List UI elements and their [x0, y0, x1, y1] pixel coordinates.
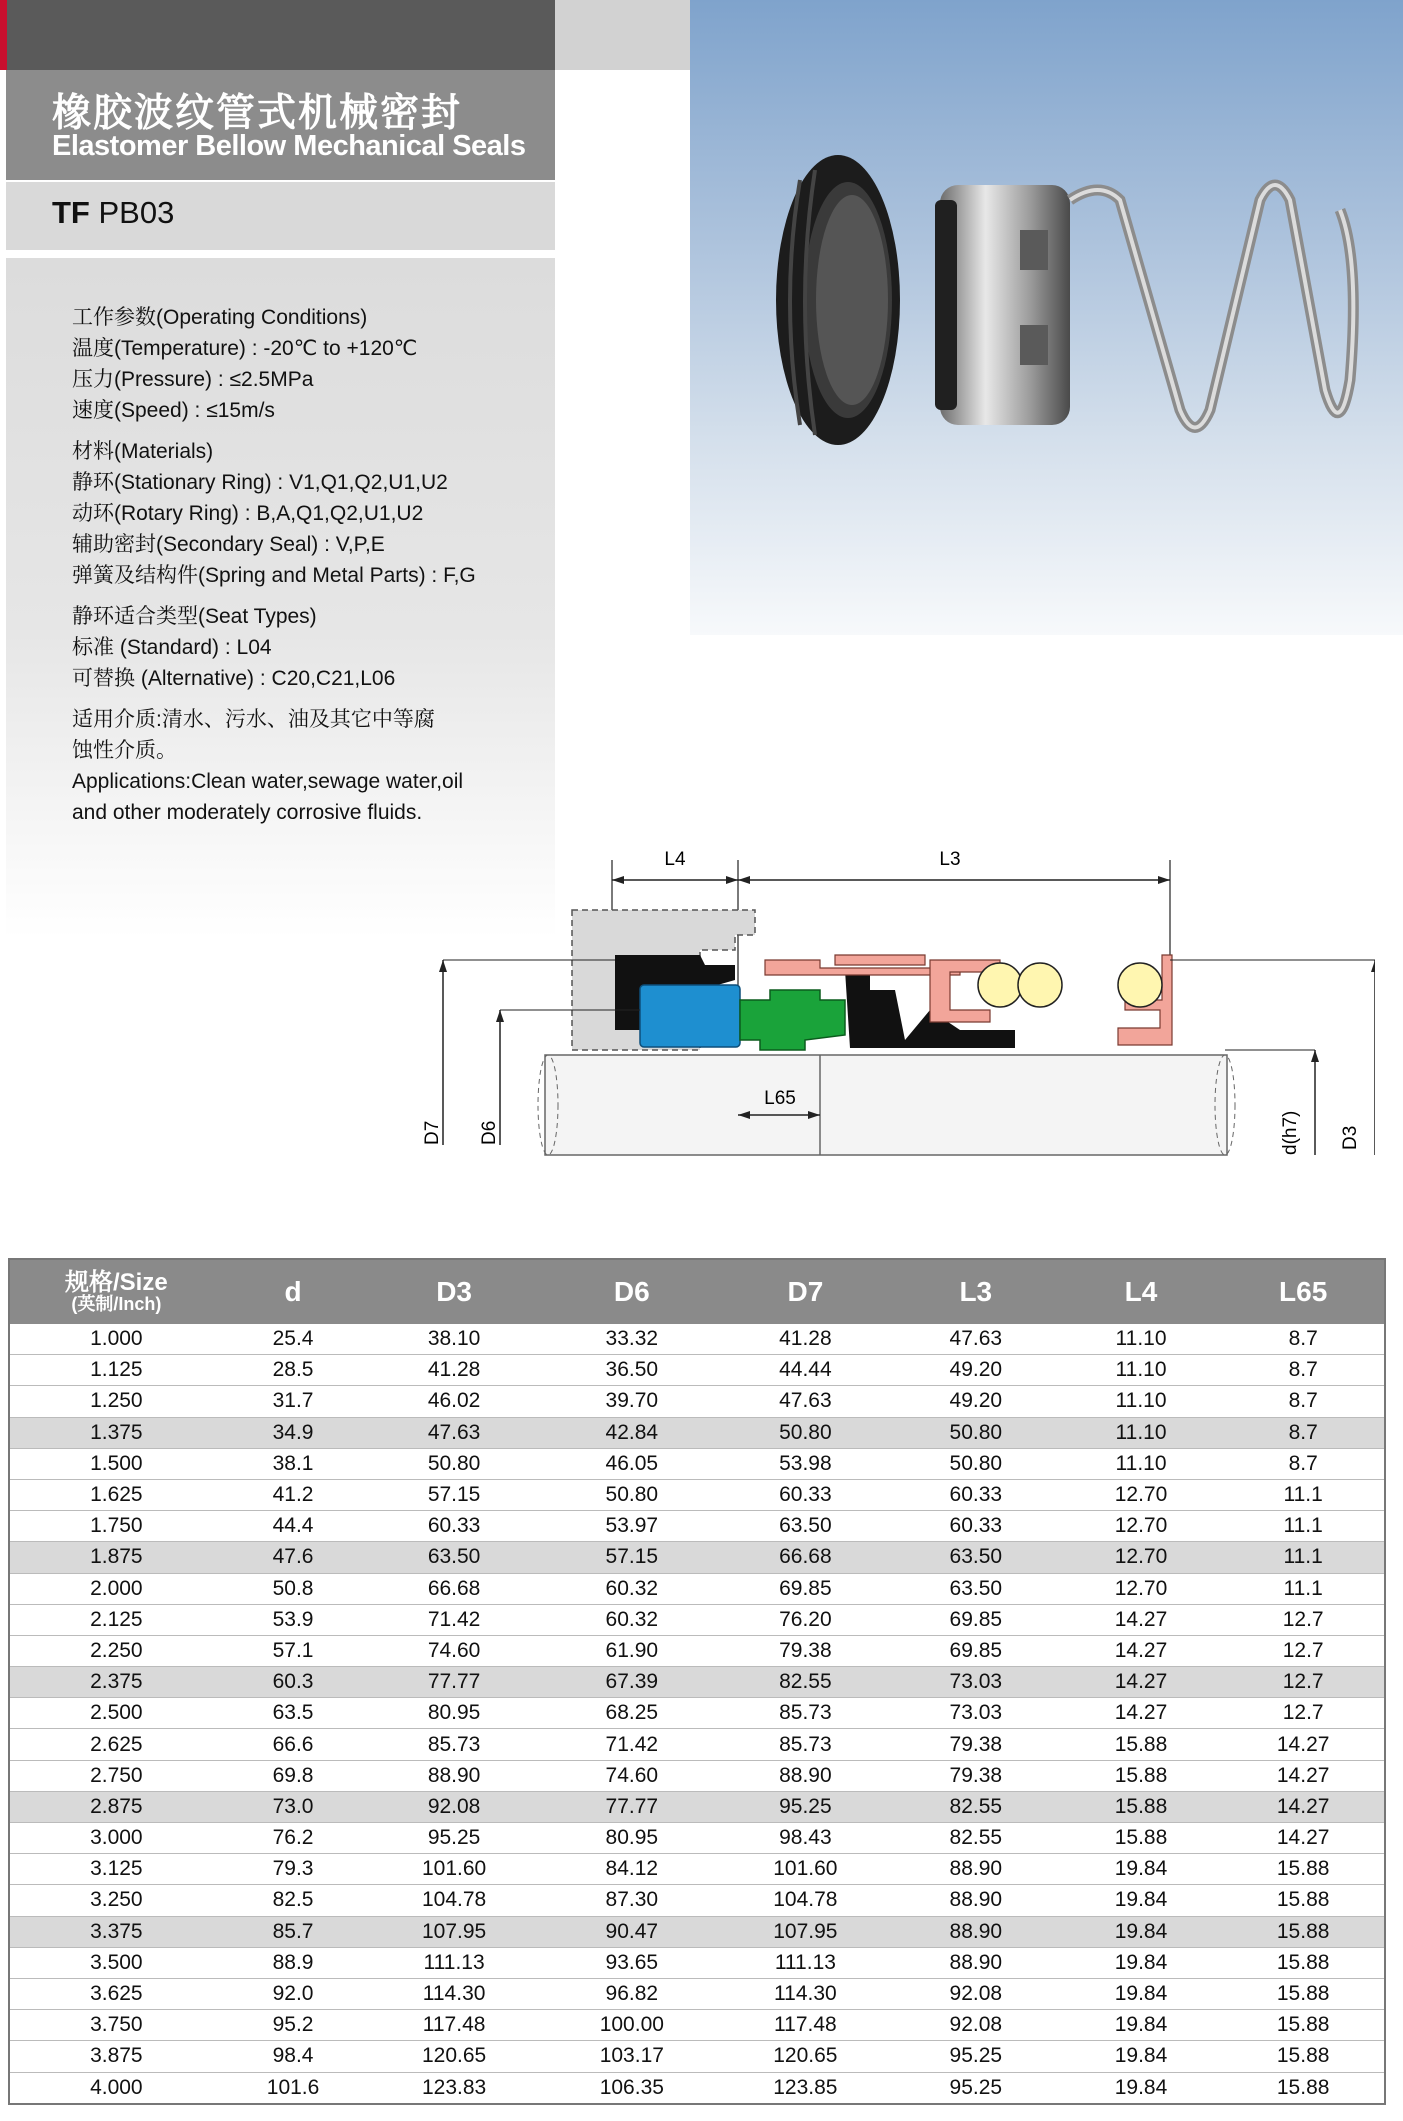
table-cell: 15.88 [1060, 1791, 1223, 1822]
table-cell: 11.1 [1222, 1511, 1385, 1542]
table-cell: 88.90 [892, 1947, 1060, 1978]
header-d: d [223, 1259, 364, 1324]
table-cell: 41.2 [223, 1479, 364, 1510]
table-cell: 8.7 [1222, 1417, 1385, 1448]
table-cell: 93.65 [545, 1947, 719, 1978]
table-cell: 1.500 [9, 1448, 223, 1479]
table-row [9, 1573, 1385, 1604]
header-size [9, 1259, 223, 1324]
shaft [545, 1055, 1227, 1155]
header-size-label: 规格/Size [64, 1268, 168, 1296]
table-cell: 14.27 [1222, 1791, 1385, 1822]
table-cell: 120.65 [363, 2041, 544, 2072]
table-cell: 1.125 [9, 1355, 223, 1386]
header-size-sub: (英制/Inch) [71, 1294, 162, 1315]
table-cell: 19.84 [1060, 1916, 1223, 1947]
table-cell: 69.85 [892, 1635, 1060, 1666]
table-cell: 11.10 [1060, 1386, 1223, 1417]
table-row [9, 1791, 1385, 1822]
table-cell: 1.750 [9, 1511, 223, 1542]
table-cell: 63.50 [363, 1542, 544, 1573]
applications-en-line1: Applications:Clean water,sewage water,oil [72, 770, 464, 793]
table-cell: 41.28 [719, 1324, 892, 1355]
table-row [9, 1355, 1385, 1386]
label-l65: L65 [764, 1088, 796, 1109]
table-cell: 60.3 [223, 1667, 364, 1698]
table-cell: 2.250 [9, 1635, 223, 1666]
materials-heading: 材料(Materials) [72, 440, 214, 463]
table-cell: 2.750 [9, 1760, 223, 1791]
table-cell: 44.44 [719, 1355, 892, 1386]
table-cell: 79.38 [719, 1635, 892, 1666]
table-cell: 74.60 [363, 1635, 544, 1666]
table-cell: 88.90 [892, 1854, 1060, 1885]
table-cell: 57.15 [363, 1479, 544, 1510]
table-cell: 50.80 [363, 1448, 544, 1479]
table-cell: 73.0 [223, 1791, 364, 1822]
table-cell: 3.125 [9, 1854, 223, 1885]
table-cell: 14.27 [1060, 1698, 1223, 1729]
table-cell: 95.2 [223, 2010, 364, 2041]
table-cell: 85.73 [363, 1729, 544, 1760]
table-row [9, 1448, 1385, 1479]
table-cell: 123.83 [363, 2072, 544, 2104]
table-cell: 2.125 [9, 1604, 223, 1635]
table-cell: 19.84 [1060, 1978, 1223, 2009]
table-row [9, 1854, 1385, 1885]
table-cell: 63.5 [223, 1698, 364, 1729]
table-cell: 12.70 [1060, 1479, 1223, 1510]
table-row [9, 1511, 1385, 1542]
table-cell: 88.9 [223, 1947, 364, 1978]
table-cell: 95.25 [892, 2041, 1060, 2072]
table-cell: 2.875 [9, 1791, 223, 1822]
table-row [9, 1729, 1385, 1760]
table-cell: 88.90 [363, 1760, 544, 1791]
table-cell: 3.625 [9, 1978, 223, 2009]
table-row [9, 2072, 1385, 2104]
table-cell: 88.90 [719, 1760, 892, 1791]
table-row [9, 1479, 1385, 1510]
red-accent [0, 0, 7, 70]
table-cell: 15.88 [1222, 2072, 1385, 2104]
table-cell: 14.27 [1222, 1729, 1385, 1760]
header-d7: D7 [719, 1259, 892, 1324]
table-cell: 42.84 [545, 1417, 719, 1448]
speed-spec: 速度(Speed) : ≤15m/s [72, 399, 275, 422]
table-cell: 100.00 [545, 2010, 719, 2041]
table-row [9, 1417, 1385, 1448]
table-cell: 120.65 [719, 2041, 892, 2072]
table-cell: 8.7 [1222, 1386, 1385, 1417]
top-bar-light [555, 0, 690, 70]
table-cell: 3.500 [9, 1947, 223, 1978]
table-cell: 38.1 [223, 1448, 364, 1479]
table-cell: 2.000 [9, 1573, 223, 1604]
table-cell: 11.10 [1060, 1417, 1223, 1448]
table-cell: 15.88 [1060, 1729, 1223, 1760]
table-cell: 39.70 [545, 1386, 719, 1417]
label-dh7: d(h7) [1280, 1110, 1301, 1155]
table-cell: 85.7 [223, 1916, 364, 1947]
table-cell: 76.2 [223, 1823, 364, 1854]
table-cell: 12.7 [1222, 1635, 1385, 1666]
table-cell: 49.20 [892, 1355, 1060, 1386]
table-cell: 49.20 [892, 1386, 1060, 1417]
alternative-seat-spec: 可替换 (Alternative) : C20,C21,L06 [72, 667, 396, 690]
table-cell: 53.98 [719, 1448, 892, 1479]
table-cell: 117.48 [363, 2010, 544, 2041]
table-cell: 15.88 [1222, 1854, 1385, 1885]
table-body [9, 1324, 1385, 2104]
table-cell: 12.7 [1222, 1698, 1385, 1729]
table-cell: 71.42 [545, 1729, 719, 1760]
table-cell: 104.78 [363, 1885, 544, 1916]
applications-cn-line2: 蚀性介质。 [72, 739, 177, 762]
table-cell: 28.5 [223, 1355, 364, 1386]
cross-section-diagram [415, 845, 1375, 1175]
table-cell: 50.80 [892, 1448, 1060, 1479]
table-cell: 107.95 [719, 1916, 892, 1947]
table-cell: 46.05 [545, 1448, 719, 1479]
table-cell: 12.70 [1060, 1511, 1223, 1542]
table-cell: 98.43 [719, 1823, 892, 1854]
table-cell: 111.13 [719, 1947, 892, 1978]
table-cell: 11.1 [1222, 1479, 1385, 1510]
table-cell: 101.60 [719, 1854, 892, 1885]
table-cell: 8.7 [1222, 1324, 1385, 1355]
table-cell: 12.7 [1222, 1667, 1385, 1698]
header-d6: D6 [545, 1259, 719, 1324]
table-row [9, 2010, 1385, 2041]
table-cell: 87.30 [545, 1885, 719, 1916]
table-cell: 82.55 [892, 1791, 1060, 1822]
header-l3: L3 [892, 1259, 1060, 1324]
table-cell: 77.77 [363, 1667, 544, 1698]
table-cell: 60.33 [719, 1479, 892, 1510]
table-cell: 19.84 [1060, 1947, 1223, 1978]
table-cell: 50.80 [545, 1479, 719, 1510]
table-cell: 15.88 [1222, 1885, 1385, 1916]
table-cell: 11.1 [1222, 1542, 1385, 1573]
table-row [9, 1542, 1385, 1573]
table-cell: 92.08 [892, 2010, 1060, 2041]
table-cell: 114.30 [719, 1978, 892, 2009]
table-cell: 15.88 [1222, 1947, 1385, 1978]
table-cell: 19.84 [1060, 2010, 1223, 2041]
table-cell: 2.375 [9, 1667, 223, 1698]
spring-metal-spec: 弹簧及结构件(Spring and Metal Parts) : F,G [72, 564, 476, 587]
table-cell: 101.6 [223, 2072, 364, 2104]
table-cell: 11.10 [1060, 1355, 1223, 1386]
table-cell: 80.95 [545, 1823, 719, 1854]
table-cell: 19.84 [1060, 1854, 1223, 1885]
table-cell: 66.68 [719, 1542, 892, 1573]
table-cell: 61.90 [545, 1635, 719, 1666]
table-cell: 14.27 [1222, 1760, 1385, 1791]
table-cell: 14.27 [1222, 1823, 1385, 1854]
table-cell: 15.88 [1222, 1916, 1385, 1947]
top-bar [0, 0, 555, 70]
table-row [9, 1947, 1385, 1978]
table-cell: 76.20 [719, 1604, 892, 1635]
table-cell: 50.80 [719, 1417, 892, 1448]
applications-cn-line1: 适用介质:清水、污水、油及其它中等腐 [72, 708, 435, 731]
table-cell: 33.32 [545, 1324, 719, 1355]
table-cell: 1.625 [9, 1479, 223, 1510]
title-english: Elastomer Bellow Mechanical Seals [52, 130, 526, 162]
table-cell: 73.03 [892, 1698, 1060, 1729]
table-cell: 63.50 [892, 1573, 1060, 1604]
table-cell: 117.48 [719, 2010, 892, 2041]
table-cell: 14.27 [1060, 1604, 1223, 1635]
table-row [9, 1978, 1385, 2009]
table-cell: 15.88 [1060, 1760, 1223, 1791]
table-cell: 53.97 [545, 1511, 719, 1542]
table-cell: 3.875 [9, 2041, 223, 2072]
table-cell: 98.4 [223, 2041, 364, 2072]
table-cell: 41.28 [363, 1355, 544, 1386]
table-cell: 69.8 [223, 1760, 364, 1791]
table-cell: 104.78 [719, 1885, 892, 1916]
table-cell: 77.77 [545, 1791, 719, 1822]
spring-coil [978, 963, 1022, 1007]
table-cell: 66.68 [363, 1573, 544, 1604]
table-row [9, 1667, 1385, 1698]
secondary-seal-spec: 辅助密封(Secondary Seal) : V,P,E [72, 533, 385, 556]
table-cell: 84.12 [545, 1854, 719, 1885]
table-cell: 3.250 [9, 1885, 223, 1916]
header-d3: D3 [363, 1259, 544, 1324]
table-cell: 11.10 [1060, 1324, 1223, 1355]
table-cell: 92.0 [223, 1978, 364, 2009]
table-cell: 15.88 [1222, 2010, 1385, 2041]
table-cell: 47.63 [719, 1386, 892, 1417]
table-row [9, 2041, 1385, 2072]
standard-seat-spec: 标准 (Standard) : L04 [72, 636, 272, 659]
table-row [9, 1635, 1385, 1666]
table-cell: 92.08 [363, 1791, 544, 1822]
table-cell: 3.375 [9, 1916, 223, 1947]
table-cell: 90.47 [545, 1916, 719, 1947]
table-cell: 15.88 [1060, 1823, 1223, 1854]
table-cell: 69.85 [719, 1573, 892, 1604]
table-cell: 2.625 [9, 1729, 223, 1760]
table-cell: 47.6 [223, 1542, 364, 1573]
table-row [9, 1823, 1385, 1854]
table-cell: 11.1 [1222, 1573, 1385, 1604]
table-cell: 12.70 [1060, 1573, 1223, 1604]
label-d7: D7 [422, 1120, 443, 1145]
label-l4: L4 [664, 849, 686, 870]
table-cell: 15.88 [1222, 2041, 1385, 2072]
table-cell: 8.7 [1222, 1355, 1385, 1386]
stationary-ring-spec: 静环(Stationary Ring) : V1,Q1,Q2,U1,U2 [72, 471, 448, 494]
label-d6: D6 [479, 1120, 500, 1145]
table-cell: 53.9 [223, 1604, 364, 1635]
model-code [52, 195, 174, 231]
table-cell: 85.73 [719, 1729, 892, 1760]
table-cell: 3.750 [9, 2010, 223, 2041]
table-header-row [9, 1259, 1385, 1324]
dimension-table [8, 1258, 1386, 2105]
table-cell: 12.70 [1060, 1542, 1223, 1573]
table-cell: 31.7 [223, 1386, 364, 1417]
table-cell: 82.5 [223, 1885, 364, 1916]
table-cell: 92.08 [892, 1978, 1060, 2009]
table-cell: 79.3 [223, 1854, 364, 1885]
table-cell: 36.50 [545, 1355, 719, 1386]
table-row [9, 1760, 1385, 1791]
table-cell: 1.875 [9, 1542, 223, 1573]
table-cell: 50.8 [223, 1573, 364, 1604]
table-row [9, 1386, 1385, 1417]
stationary-ring [640, 985, 740, 1047]
table-row [9, 1604, 1385, 1635]
table-cell: 1.000 [9, 1324, 223, 1355]
operating-heading: 工作参数(Operating Conditions) [72, 306, 368, 329]
table-cell: 3.000 [9, 1823, 223, 1854]
table-cell: 19.84 [1060, 1885, 1223, 1916]
table-cell: 103.17 [545, 2041, 719, 2072]
table-cell: 12.7 [1222, 1604, 1385, 1635]
table-cell: 88.90 [892, 1916, 1060, 1947]
seal-product-photo [740, 140, 1380, 480]
table-cell: 95.25 [719, 1791, 892, 1822]
table-cell: 46.02 [363, 1386, 544, 1417]
spec-panel [6, 258, 555, 938]
table-cell: 57.15 [545, 1542, 719, 1573]
table-cell: 68.25 [545, 1698, 719, 1729]
table-cell: 73.03 [892, 1667, 1060, 1698]
table-cell: 60.33 [363, 1511, 544, 1542]
table-cell: 85.73 [719, 1698, 892, 1729]
table-cell: 15.88 [1222, 1978, 1385, 2009]
rotary-ring-spec: 动环(Rotary Ring) : B,A,Q1,Q2,U1,U2 [72, 502, 424, 525]
table-cell: 71.42 [363, 1604, 544, 1635]
table-cell: 63.50 [719, 1511, 892, 1542]
table-cell: 66.6 [223, 1729, 364, 1760]
table-cell: 8.7 [1222, 1448, 1385, 1479]
table-row [9, 1885, 1385, 1916]
applications-en-line2: and other moderately corrosive fluids. [72, 801, 423, 824]
table-cell: 88.90 [892, 1885, 1060, 1916]
table-cell: 114.30 [363, 1978, 544, 2009]
table-cell: 1.375 [9, 1417, 223, 1448]
table-cell: 60.33 [892, 1511, 1060, 1542]
table-cell: 107.95 [363, 1916, 544, 1947]
table-cell: 4.000 [9, 2072, 223, 2104]
table-cell: 47.63 [363, 1417, 544, 1448]
rotary-ring [740, 990, 845, 1050]
table-cell: 80.95 [363, 1698, 544, 1729]
table-cell: 101.60 [363, 1854, 544, 1885]
model-number: PB03 [98, 195, 175, 230]
table-cell: 79.38 [892, 1729, 1060, 1760]
table-cell: 34.9 [223, 1417, 364, 1448]
table-cell: 19.84 [1060, 2041, 1223, 2072]
table-cell: 111.13 [363, 1947, 544, 1978]
table-cell: 25.4 [223, 1324, 364, 1355]
seat-heading: 静环适合类型(Seat Types) [72, 605, 317, 628]
table-cell: 57.1 [223, 1635, 364, 1666]
table-cell: 47.63 [892, 1324, 1060, 1355]
table-row [9, 1324, 1385, 1355]
table-cell: 69.85 [892, 1604, 1060, 1635]
table-cell: 60.32 [545, 1573, 719, 1604]
table-cell: 74.60 [545, 1760, 719, 1791]
table-row [9, 1916, 1385, 1947]
label-l3: L3 [939, 849, 961, 870]
title-chinese: 橡胶波纹管式机械密封 [52, 92, 463, 135]
table-cell: 50.80 [892, 1417, 1060, 1448]
table-cell: 60.33 [892, 1479, 1060, 1510]
table-cell: 14.27 [1060, 1667, 1223, 1698]
rotary-head [940, 185, 1070, 425]
table-cell: 1.250 [9, 1386, 223, 1417]
header-l4: L4 [1060, 1259, 1223, 1324]
table-cell: 2.500 [9, 1698, 223, 1729]
table-cell: 63.50 [892, 1542, 1060, 1573]
table-cell: 67.39 [545, 1667, 719, 1698]
table-cell: 95.25 [892, 2072, 1060, 2104]
pressure-spec: 压力(Pressure) : ≤2.5MPa [72, 368, 314, 391]
model-prefix: TF [52, 195, 90, 230]
table-cell: 14.27 [1060, 1635, 1223, 1666]
header-l65: L65 [1222, 1259, 1385, 1324]
table-row [9, 1698, 1385, 1729]
table-cell: 82.55 [719, 1667, 892, 1698]
table-cell: 96.82 [545, 1978, 719, 2009]
table-cell: 82.55 [892, 1823, 1060, 1854]
table-cell: 60.32 [545, 1604, 719, 1635]
table-cell: 79.38 [892, 1760, 1060, 1791]
table-cell: 44.4 [223, 1511, 364, 1542]
table-cell: 106.35 [545, 2072, 719, 2104]
temperature-spec: 温度(Temperature) : -20℃ to +120℃ [72, 337, 418, 360]
table-cell: 38.10 [363, 1324, 544, 1355]
table-cell: 19.84 [1060, 2072, 1223, 2104]
table-cell: 11.10 [1060, 1448, 1223, 1479]
table-cell: 123.85 [719, 2072, 892, 2104]
table-cell: 95.25 [363, 1823, 544, 1854]
label-d3: D3 [1340, 1125, 1361, 1150]
